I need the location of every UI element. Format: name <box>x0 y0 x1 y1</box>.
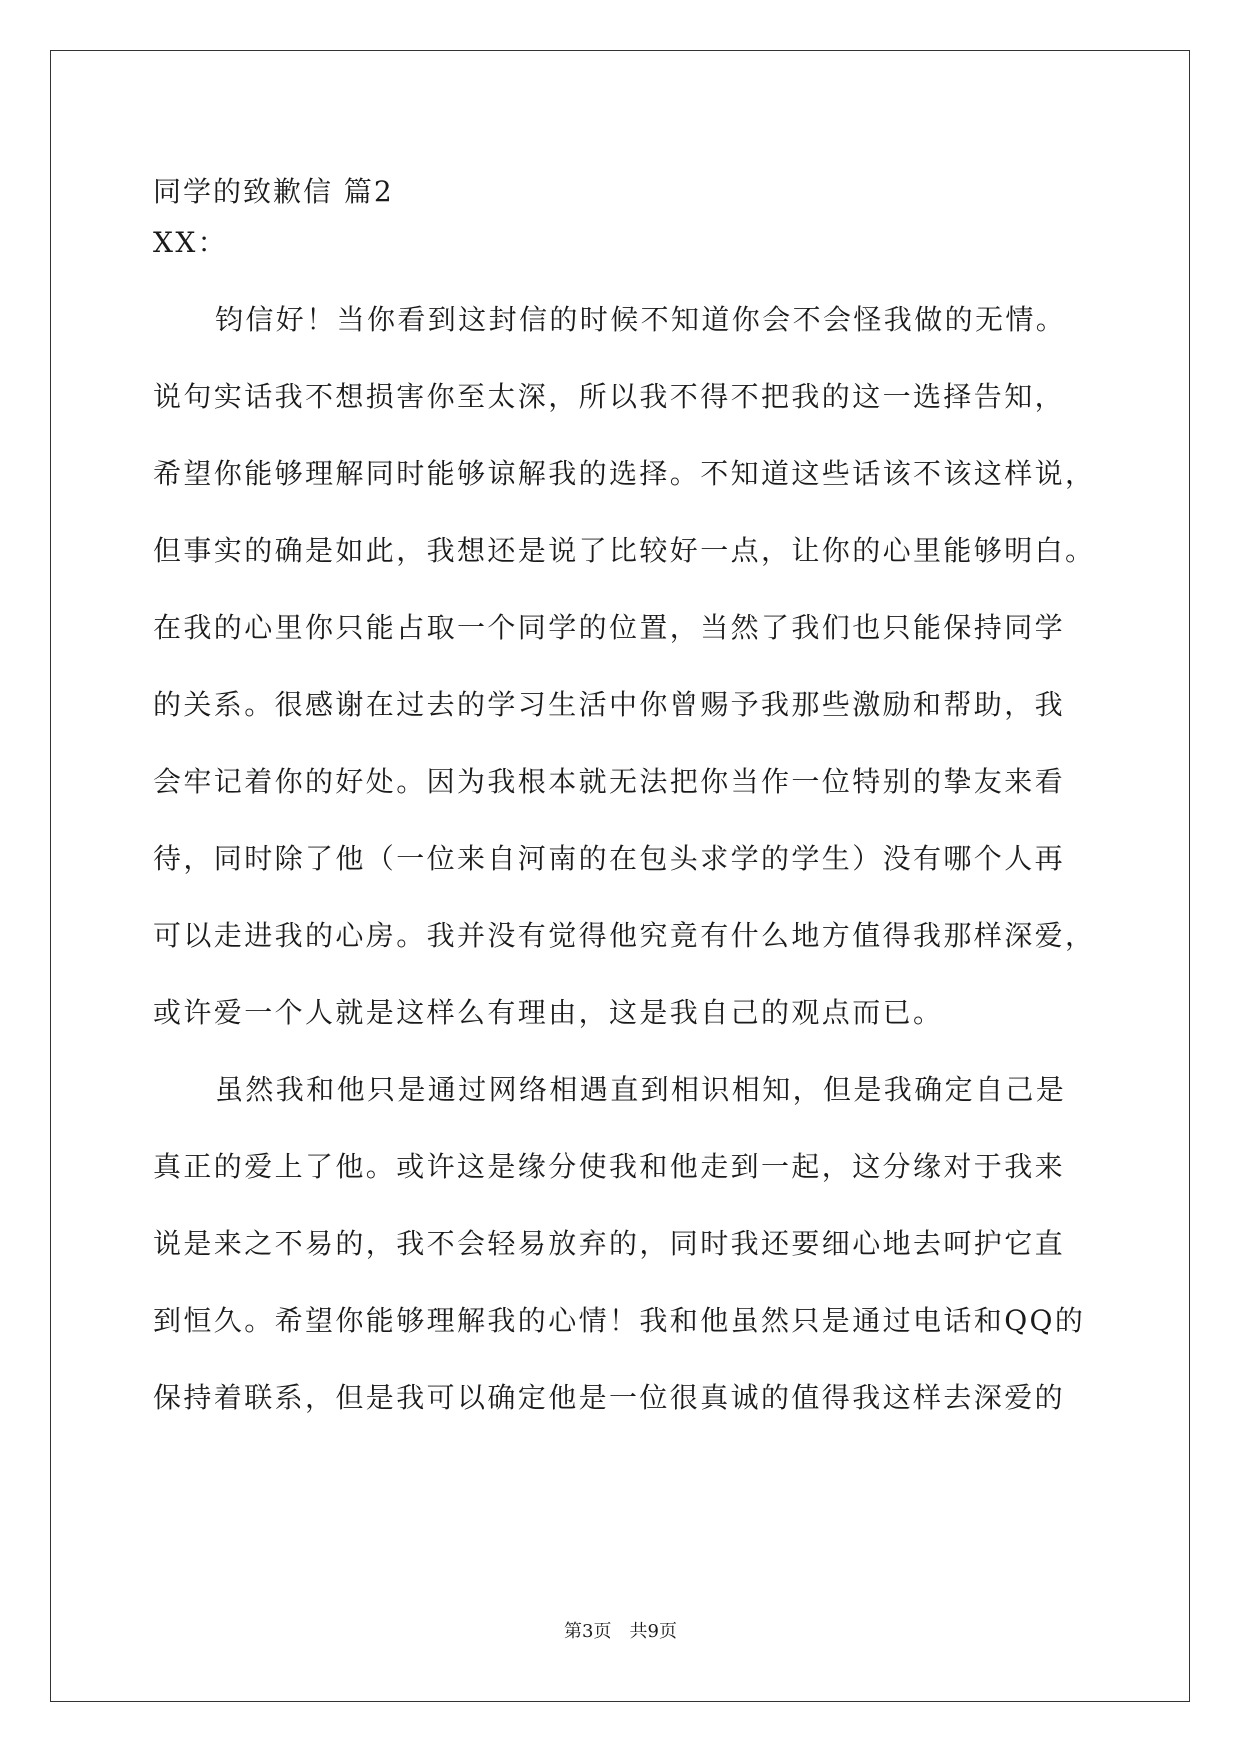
body-line: 到恒久。希望你能够理解我的心情！我和他虽然只是通过电话和QQ的 <box>153 1304 1086 1337</box>
body-line: 在我的心里你只能占取一个同学的位置，当然了我们也只能保持同学 <box>153 611 1066 644</box>
page-footer <box>0 1617 1241 1643</box>
body-line: 的关系。很感谢在过去的学习生活中你曾赐予我那些激励和帮助，我 <box>153 688 1066 721</box>
body-line: 希望你能够理解同时能够谅解我的选择。不知道这些话该不该这样说， <box>153 457 1096 490</box>
letter-heading: 同学的致歉信 篇2 <box>153 175 394 208</box>
body-line: 钧信好！当你看到这封信的时候不知道你会不会怪我做的无情。 <box>215 303 1067 336</box>
body-line: 或许爱一个人就是这样么有理由，这是我自己的观点而已。 <box>153 996 944 1029</box>
page-number-total: 共9页 <box>629 1621 677 1642</box>
body-line: 但事实的确是如此，我想还是说了比较好一点，让你的心里能够明白。 <box>153 534 1096 567</box>
body-line: 会牢记着你的好处。因为我根本就无法把你当作一位特别的挚友来看 <box>153 765 1066 798</box>
body-line: 真正的爱上了他。或许这是缘分使我和他走到一起，这分缘对于我来 <box>153 1150 1066 1183</box>
body-line: 说句实话我不想损害你至太深，所以我不得不把我的这一选择告知， <box>153 380 1066 413</box>
body-line: 说是来之不易的，我不会轻易放弃的，同时我还要细心地去呵护它直 <box>153 1227 1066 1260</box>
body-line: 待，同时除了他（一位来自河南的在包头求学的学生）没有哪个人再 <box>153 842 1066 875</box>
body-line: 可以走进我的心房。我并没有觉得他究竟有什么地方值得我那样深爱， <box>153 919 1096 952</box>
body-line: 虽然我和他只是通过网络相遇直到相识相知，但是我确定自己是 <box>215 1073 1067 1106</box>
page-number-current: 第3页 <box>564 1621 612 1642</box>
salutation: XX： <box>153 226 229 259</box>
body-line: 保持着联系，但是我可以确定他是一位很真诚的值得我这样去深爱的 <box>153 1381 1066 1414</box>
